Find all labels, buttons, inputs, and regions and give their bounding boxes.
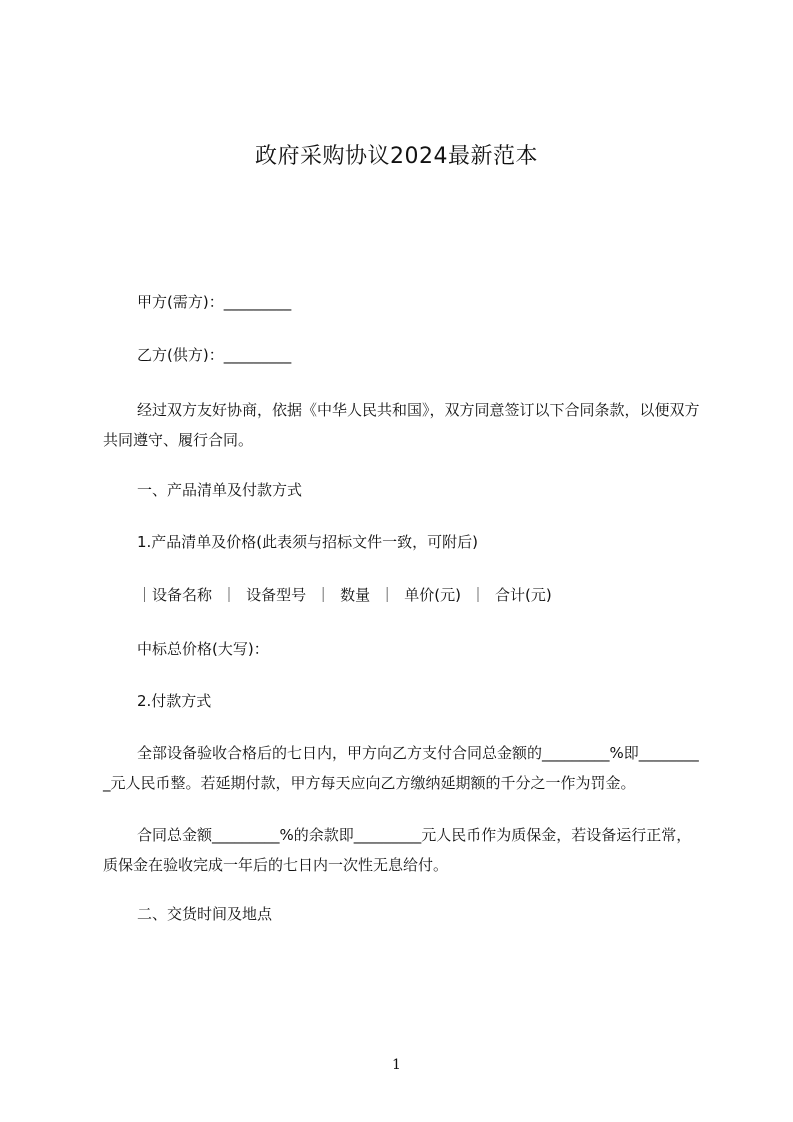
document-title: 政府采购协议2024最新范本 [255,144,538,169]
product-table-header: ｜设备名称 ｜ 设备型号 ｜ 数量 ｜ 单价(元) ｜ 合计(元) [137,586,552,604]
section2-heading: 二、交货时间及地点 [137,905,273,923]
winning-price-line: 中标总价格(大写)： [137,640,269,658]
item2-heading: 2.付款方式 [137,692,212,710]
section1-heading: 一、产品清单及付款方式 [137,481,303,499]
payment-paragraph-1: 全部设备验收合格后的七日内，甲方向乙方支付合同总金额的_________%即_________元人民币整。若延期付款，甲方每天应向乙方缴纳延期额的千分之一作为罚金。 [103,744,699,792]
item1-heading: 1.产品清单及价格(此表须与招标文件一致，可附后) [137,533,479,551]
intro-paragraph: 经过双方友好协商，依据《中华人民共和国》，双方同意签订以下合同条款，以便双方共同遵守、履行合同。 [103,401,700,449]
party-a-line: 甲方(需方)：_________ [137,293,292,311]
party-b-line: 乙方(供方)：_________ [137,346,292,364]
page-number: 1 [392,1057,401,1073]
payment-paragraph-2: 合同总金额_________%的余款即_________元人民币作为质保金，若设备运行正常，质保金在验收完成一年后的七日内一次性无息给付。 [103,826,692,874]
